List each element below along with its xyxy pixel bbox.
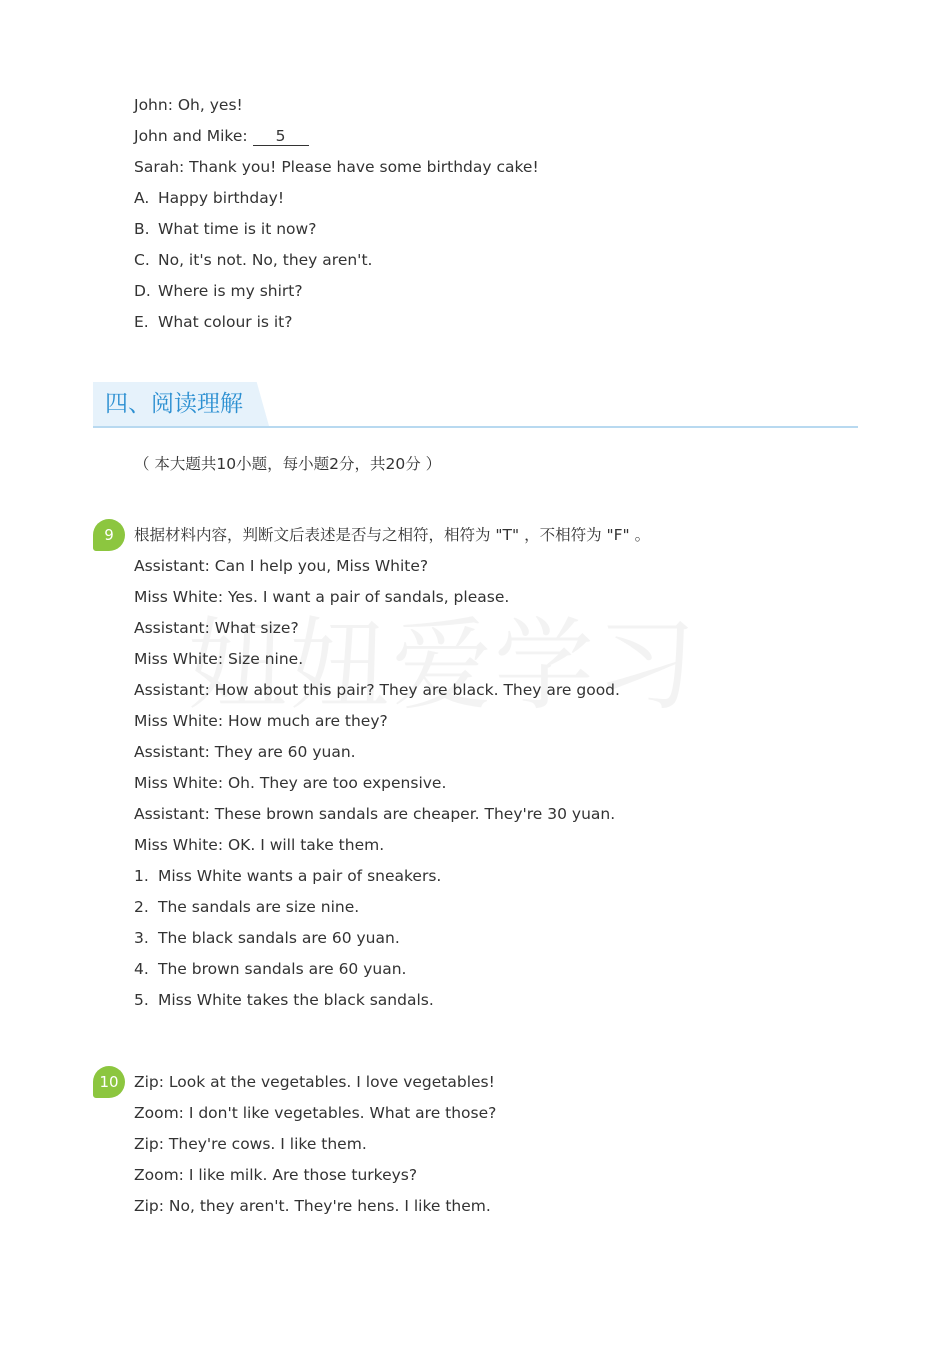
question-number-badge: 10 [93, 1066, 125, 1098]
option-letter: E. [134, 313, 149, 331]
statement-number: 2. [134, 898, 149, 916]
statement-5 [134, 990, 434, 1010]
statement-text: Miss White wants a pair of sneakers. [158, 867, 442, 885]
statement-text: Miss White takes the black sandals. [158, 991, 434, 1009]
passage-line: Miss White: OK. I will take them. [134, 836, 385, 854]
statement-number: 5. [134, 991, 149, 1009]
statement-1 [134, 866, 441, 886]
option-text: What colour is it? [158, 313, 293, 331]
answer-blank: 5 [253, 128, 309, 146]
statement-3 [134, 928, 400, 948]
statement-number: 1. [134, 867, 149, 885]
option-c [134, 250, 372, 270]
passage-line: Assistant: These brown sandals are cheaper. They're 30 yuan. [134, 805, 616, 823]
option-text: Where is my shirt? [158, 282, 303, 300]
statement-number: 3. [134, 929, 149, 947]
speaker: John and Mike: [134, 127, 248, 145]
passage-line: Miss White: Oh. They are too expensive. [134, 774, 447, 792]
statement-text: The sandals are size nine. [158, 898, 360, 916]
passage-line: Miss White: Yes. I want a pair of sandals, please. [134, 588, 510, 606]
section-header [93, 382, 858, 428]
option-text: No, it's not. No, they aren't. [158, 251, 373, 269]
passage-line: Miss White: How much are they? [134, 712, 388, 730]
option-letter: A. [134, 189, 150, 207]
passage-line: Zip: No, they aren't. They're hens. I like them. [134, 1197, 491, 1215]
section-note: （ 本大题共10小题，每小题2分，共20分 ） [134, 455, 442, 473]
passage-line: Assistant: Can I help you, Miss White? [134, 557, 429, 575]
dialogue-line-with-blank [134, 126, 309, 146]
passage-line: Zip: Look at the vegetables. I love vegetables! [134, 1073, 495, 1091]
passage-line: Zoom: I don't like vegetables. What are those? [134, 1104, 497, 1122]
statement-4 [134, 959, 406, 979]
passage-line: Miss White: Size nine. [134, 650, 304, 668]
section-divider [93, 426, 858, 428]
option-d [134, 281, 303, 301]
option-a [134, 188, 284, 208]
dialogue-line: Sarah: Thank you! Please have some birthday cake! [134, 158, 539, 176]
passage-line: Assistant: How about this pair? They are black. They are good. [134, 681, 620, 699]
passage-line: Assistant: What size? [134, 619, 299, 637]
question-number-badge: 9 [93, 519, 125, 551]
statement-number: 4. [134, 960, 149, 978]
option-text: What time is it now? [158, 220, 317, 238]
dialogue-line: John: Oh, yes! [134, 96, 243, 114]
passage-line: Zoom: I like milk. Are those turkeys? [134, 1166, 418, 1184]
question-instruction: 根据材料内容，判断文后表述是否与之相符，相符为 "T" ，不相符为 "F" 。 [134, 526, 651, 544]
statement-text: The brown sandals are 60 yuan. [158, 960, 407, 978]
option-letter: B. [134, 220, 150, 238]
option-text: Happy birthday! [158, 189, 285, 207]
option-letter: D. [134, 282, 151, 300]
section-title: 四、阅读理解 [105, 391, 243, 417]
statement-2 [134, 897, 359, 917]
option-e [134, 312, 293, 332]
option-letter: C. [134, 251, 150, 269]
passage-line: Assistant: They are 60 yuan. [134, 743, 356, 761]
statement-text: The black sandals are 60 yuan. [158, 929, 400, 947]
option-b [134, 219, 316, 239]
passage-line: Zip: They're cows. I like them. [134, 1135, 367, 1153]
